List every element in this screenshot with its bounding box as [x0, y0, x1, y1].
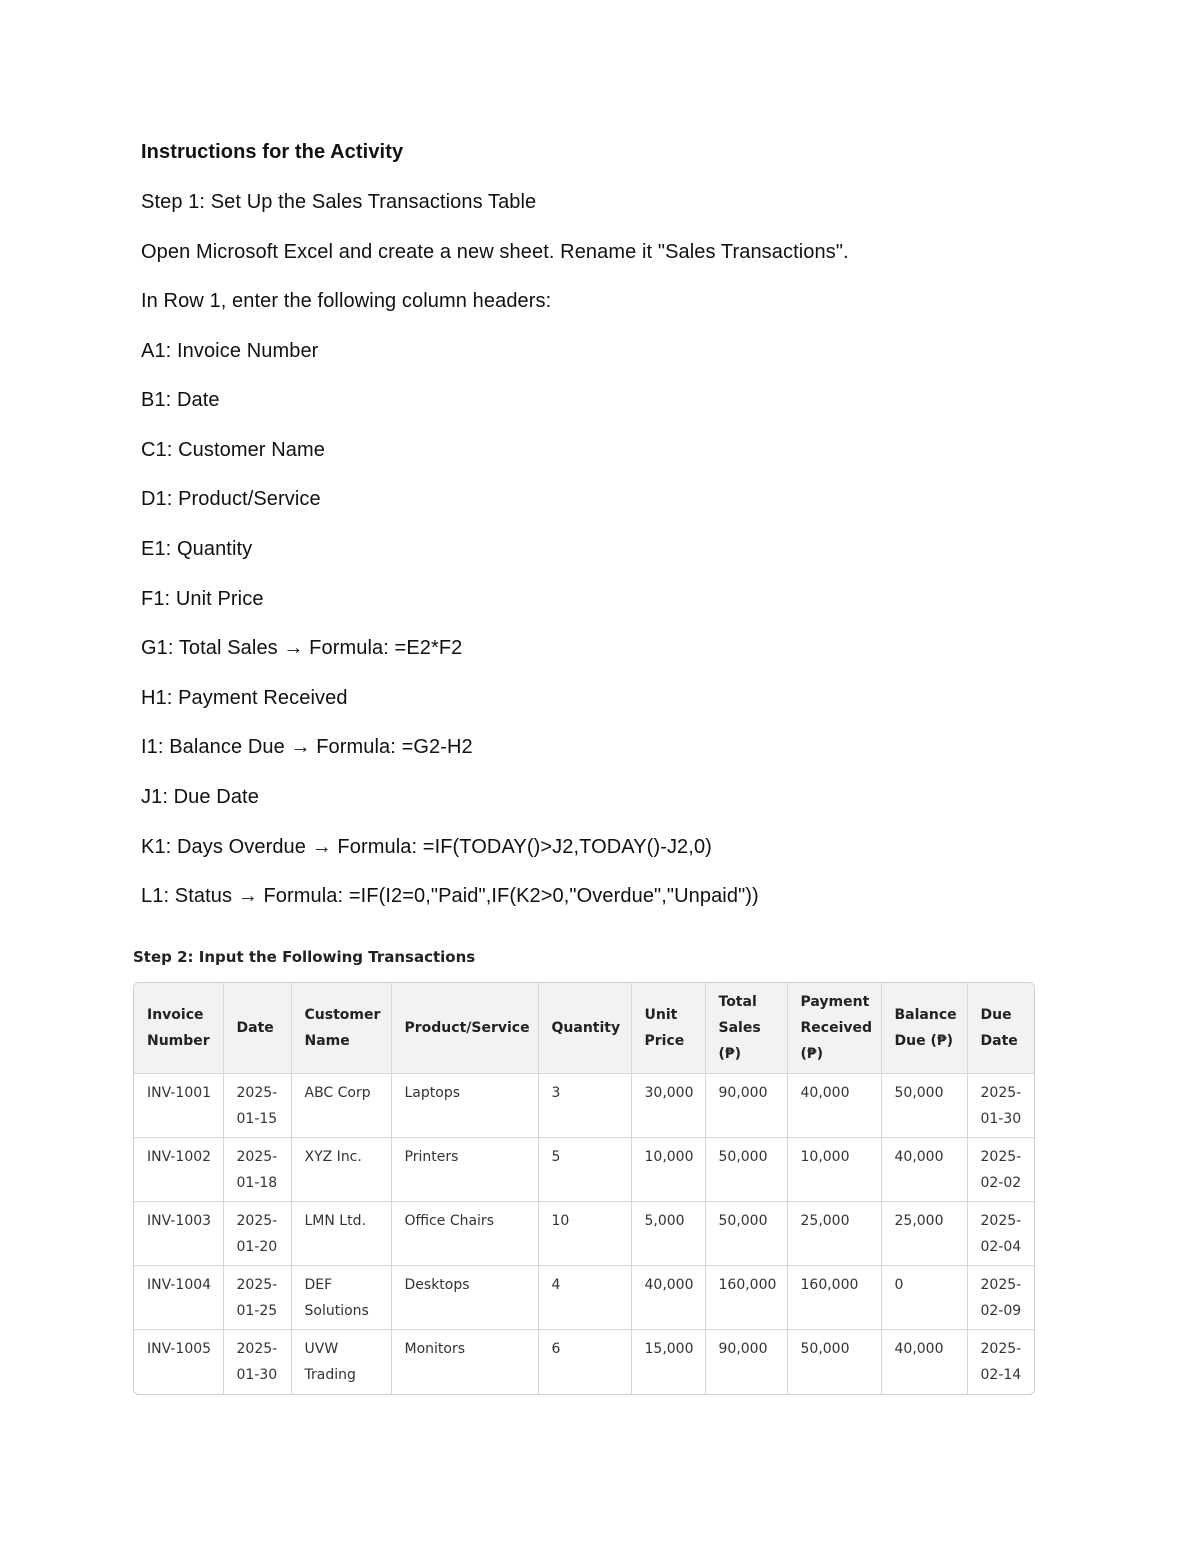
table-cell: 25,000: [787, 1202, 881, 1266]
table-cell: 40,000: [787, 1074, 881, 1138]
table-cell: ABC Corp: [291, 1074, 391, 1138]
table-cell: 40,000: [881, 1330, 967, 1394]
column-header: Customer Name: [291, 983, 391, 1074]
table-cell: 2025-01-15: [223, 1074, 291, 1138]
table-cell: Laptops: [391, 1074, 538, 1138]
table-cell: 2025-01-20: [223, 1202, 291, 1266]
column-header: Date: [223, 983, 291, 1074]
table-cell: UVW Trading: [291, 1330, 391, 1394]
table-cell: 4: [538, 1266, 631, 1330]
table-cell: 10,000: [631, 1138, 705, 1202]
table-row: [134, 1202, 1034, 1266]
table-cell: 90,000: [705, 1074, 787, 1138]
table-cell: 2025-02-04: [967, 1202, 1034, 1266]
table-cell: 30,000: [631, 1074, 705, 1138]
column-header: Balance Due (₱): [881, 983, 967, 1074]
column-header: Quantity: [538, 983, 631, 1074]
table-cell: 3: [538, 1074, 631, 1138]
table-cell: 2025-02-09: [967, 1266, 1034, 1330]
table-row: [134, 1266, 1034, 1330]
transactions-table: [134, 983, 1034, 1394]
table-cell: Printers: [391, 1138, 538, 1202]
table-cell: 40,000: [881, 1138, 967, 1202]
instruction-line: In Row 1, enter the following column headers:: [141, 290, 552, 312]
table-cell: 5: [538, 1138, 631, 1202]
header-line-d1: D1: Product/Service: [141, 488, 321, 510]
table-cell: DEF Solutions: [291, 1266, 391, 1330]
table-cell: 10: [538, 1202, 631, 1266]
column-header: Payment Received (₱): [787, 983, 881, 1074]
transactions-table-container: [133, 982, 1035, 1395]
table-cell: 25,000: [881, 1202, 967, 1266]
table-cell: Desktops: [391, 1266, 538, 1330]
table-cell: 10,000: [787, 1138, 881, 1202]
table-cell: INV-1004: [134, 1266, 223, 1330]
table-row: [134, 1138, 1034, 1202]
table-cell: 160,000: [787, 1266, 881, 1330]
header-line-l1: L1: Status → Formula: =IF(I2=0,"Paid",IF(K2>0,"Overdue","Unpaid")): [141, 885, 759, 907]
header-line-c1: C1: Customer Name: [141, 439, 325, 461]
column-header: Unit Price: [631, 983, 705, 1074]
header-line-h1: H1: Payment Received: [141, 687, 348, 709]
table-cell: 40,000: [631, 1266, 705, 1330]
column-header: Total Sales (₱): [705, 983, 787, 1074]
table-cell: 50,000: [881, 1074, 967, 1138]
instruction-line: Open Microsoft Excel and create a new sheet. Rename it "Sales Transactions".: [141, 241, 849, 263]
step1-title: Step 1: Set Up the Sales Transactions Table: [141, 191, 537, 213]
header-line-b1: B1: Date: [141, 389, 220, 411]
table-cell: 50,000: [787, 1330, 881, 1394]
table-cell: XYZ Inc.: [291, 1138, 391, 1202]
table-cell: INV-1002: [134, 1138, 223, 1202]
column-header: Product/Service: [391, 983, 538, 1074]
column-header: Invoice Number: [134, 983, 223, 1074]
header-line-j1: J1: Due Date: [141, 786, 259, 808]
header-line-a1: A1: Invoice Number: [141, 340, 319, 362]
table-cell: 50,000: [705, 1138, 787, 1202]
table-header-row: [134, 983, 1034, 1074]
table-cell: Monitors: [391, 1330, 538, 1394]
table-cell: 15,000: [631, 1330, 705, 1394]
table-cell: 2025-01-30: [223, 1330, 291, 1394]
table-cell: 0: [881, 1266, 967, 1330]
table-cell: INV-1001: [134, 1074, 223, 1138]
table-cell: 50,000: [705, 1202, 787, 1266]
table-cell: INV-1005: [134, 1330, 223, 1394]
table-cell: INV-1003: [134, 1202, 223, 1266]
header-line-k1: K1: Days Overdue → Formula: =IF(TODAY()>J2,TODAY()-J2,0): [141, 836, 712, 858]
table-cell: Office Chairs: [391, 1202, 538, 1266]
table-cell: 2025-02-02: [967, 1138, 1034, 1202]
table-cell: 2025-01-25: [223, 1266, 291, 1330]
table-cell: 160,000: [705, 1266, 787, 1330]
table-cell: 90,000: [705, 1330, 787, 1394]
table-row: [134, 1330, 1034, 1394]
table-row: [134, 1074, 1034, 1138]
table-cell: 2025-01-18: [223, 1138, 291, 1202]
instructions-heading: Instructions for the Activity: [141, 141, 404, 163]
table-cell: LMN Ltd.: [291, 1202, 391, 1266]
table-cell: 2025-01-30: [967, 1074, 1034, 1138]
header-line-f1: F1: Unit Price: [141, 588, 264, 610]
column-header: Due Date: [967, 983, 1034, 1074]
header-line-e1: E1: Quantity: [141, 538, 253, 560]
table-cell: 2025-02-14: [980, 1341, 1022, 1383]
table-cell: 5,000: [631, 1202, 705, 1266]
header-line-i1: I1: Balance Due → Formula: =G2-H2: [141, 736, 473, 758]
table-cell: 6: [538, 1330, 631, 1394]
header-line-g1: G1: Total Sales → Formula: =E2*F2: [141, 637, 463, 659]
step2-title: Step 2: Input the Following Transactions: [133, 948, 476, 966]
